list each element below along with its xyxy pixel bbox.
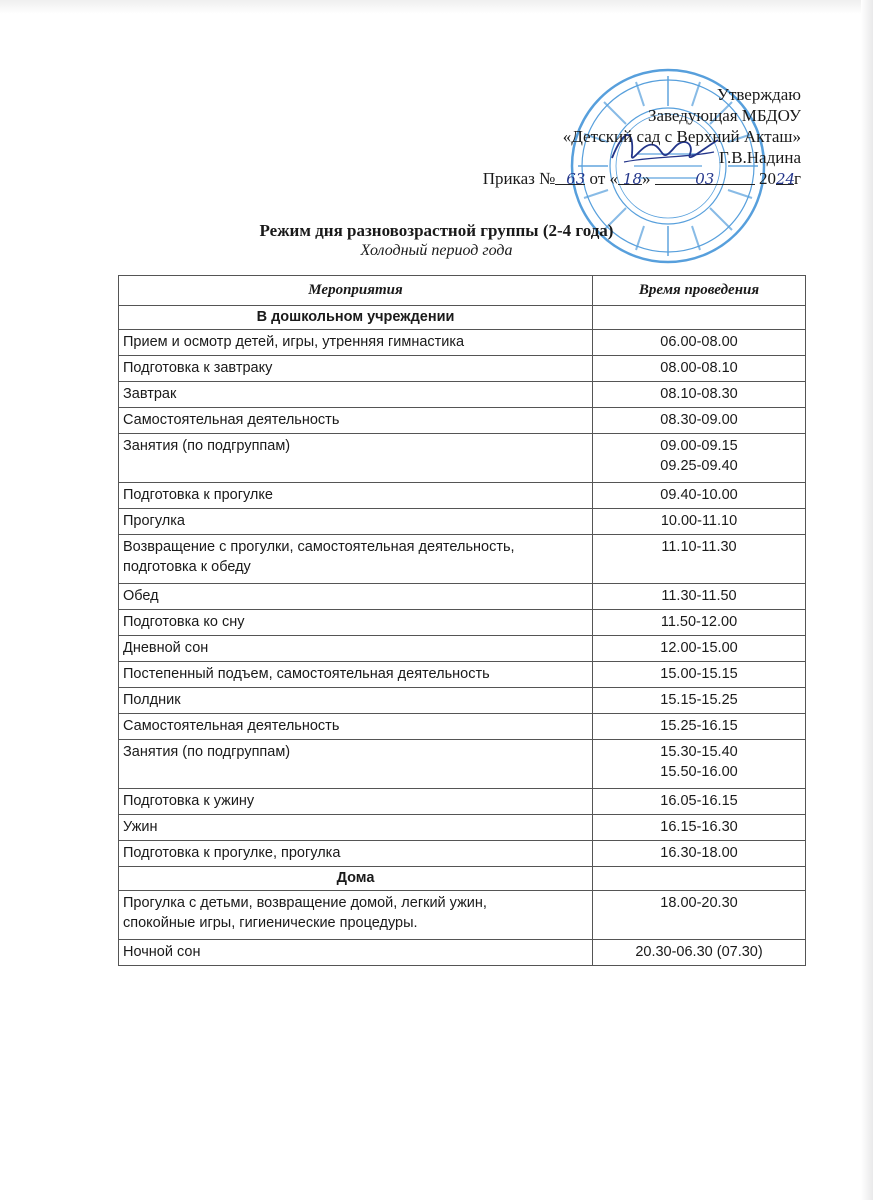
table-row: [119, 688, 806, 714]
approval-block: [483, 84, 801, 189]
activity-cell: [119, 535, 593, 584]
table-row: [119, 382, 806, 408]
activity-cell: Самостоятельная деятельность: [119, 408, 593, 434]
activity-cell: Ночной сон: [119, 940, 593, 966]
time-cell: 11.10-11.30: [593, 535, 806, 584]
table-row: [119, 434, 806, 483]
document-subtitle: Холодный период года: [360, 242, 513, 259]
time-cell: 11.50-12.00: [593, 610, 806, 636]
activity-cell: Постепенный подъем, самостоятельная деятельность: [119, 662, 593, 688]
activity-cell: Подготовка к прогулке, прогулка: [119, 841, 593, 867]
time-cell: 20.30-06.30 (07.30): [593, 940, 806, 966]
time-line: 09.25-09.40: [660, 458, 738, 474]
document-heading: [0, 221, 873, 261]
activity-line: Возвращение с прогулки, самостоятельная деятельность,: [123, 539, 515, 555]
section-row-kindergarten: [119, 306, 806, 330]
time-cell: 15.15-15.25: [593, 688, 806, 714]
table-row: [119, 789, 806, 815]
activity-cell: Подготовка ко сну: [119, 610, 593, 636]
order-from: от «: [589, 169, 619, 188]
time-cell: 08.30-09.00: [593, 408, 806, 434]
activity-cell: Подготовка к ужину: [119, 789, 593, 815]
order-year-prefix: 20: [759, 169, 777, 188]
order-month: 03: [695, 170, 715, 188]
time-cell: 16.30-18.00: [593, 841, 806, 867]
activity-cell: Подготовка к прогулке: [119, 483, 593, 509]
order-number: 63: [566, 170, 586, 188]
activity-cell: Полдник: [119, 688, 593, 714]
activity-cell: Занятия (по подгруппам): [119, 434, 593, 483]
time-cell: 08.10-08.30: [593, 382, 806, 408]
activity-line: спокойные игры, гигиенические процедуры.: [123, 915, 418, 931]
section-row-home: [119, 867, 806, 891]
scan-top-shadow: [0, 0, 873, 14]
document-title: Режим дня разновозрастной группы (2-4 года): [259, 221, 614, 240]
order-line: [483, 168, 801, 189]
table-row: [119, 714, 806, 740]
activity-cell: Прогулка: [119, 509, 593, 535]
time-cell: 18.00-20.30: [593, 891, 806, 940]
table-row: [119, 662, 806, 688]
order-number-blank: [555, 168, 586, 188]
table-row: [119, 509, 806, 535]
table-row: [119, 535, 806, 584]
time-cell: 15.00-15.15: [593, 662, 806, 688]
table-row: [119, 483, 806, 509]
table-row: [119, 408, 806, 434]
activity-cell: Завтрак: [119, 382, 593, 408]
approval-line-approve: Утверждаю: [716, 85, 801, 104]
order-month-blank: [655, 168, 755, 188]
time-cell: 11.30-11.50: [593, 584, 806, 610]
table-row: [119, 610, 806, 636]
order-day-blank: [618, 168, 643, 188]
table-row: [119, 940, 806, 966]
activity-cell: Прием и осмотр детей, игры, утренняя гимнастика: [119, 330, 593, 356]
activity-cell: Подготовка к завтраку: [119, 356, 593, 382]
time-cell: 16.15-16.30: [593, 815, 806, 841]
scan-right-edge: [861, 0, 873, 1200]
activity-line: подготовка к обеду: [123, 559, 251, 575]
section-title: В дошкольном учреждении: [119, 306, 593, 330]
table-row: [119, 330, 806, 356]
table-row: [119, 584, 806, 610]
activity-cell: Дневной сон: [119, 636, 593, 662]
table-row: [119, 841, 806, 867]
order-close: »: [642, 169, 651, 188]
time-cell: 10.00-11.10: [593, 509, 806, 535]
time-cell: 08.00-08.10: [593, 356, 806, 382]
order-suffix: г: [794, 169, 801, 188]
order-year-blank: [776, 168, 796, 188]
schedule-table: [118, 275, 806, 966]
time-cell: 09.40-10.00: [593, 483, 806, 509]
time-line: 15.50-16.00: [660, 764, 738, 780]
order-day: 18: [622, 170, 643, 188]
table-row: [119, 636, 806, 662]
table-header-row: [119, 276, 806, 306]
time-cell: 15.25-16.15: [593, 714, 806, 740]
activity-cell: Обед: [119, 584, 593, 610]
time-line: 15.30-15.40: [660, 744, 738, 760]
table-row: [119, 815, 806, 841]
order-prefix: Приказ №: [482, 169, 556, 188]
activity-cell: [119, 891, 593, 940]
activity-line: Прогулка с детьми, возвращение домой, легкий ужин,: [123, 895, 487, 911]
table-row: [119, 356, 806, 382]
approval-line-position: Заведующая МБДОУ: [647, 106, 801, 125]
time-cell: 12.00-15.00: [593, 636, 806, 662]
activity-cell: Самостоятельная деятельность: [119, 714, 593, 740]
approval-line-organization: «Детский сад с Верхний Акташ»: [562, 127, 801, 146]
order-year: 24: [776, 170, 796, 188]
time-cell: [593, 740, 806, 789]
header-time: Время проведения: [593, 276, 806, 306]
header-activity: Мероприятия: [119, 276, 593, 306]
time-cell: 16.05-16.15: [593, 789, 806, 815]
section-title: Дома: [119, 867, 593, 891]
table-row: [119, 740, 806, 789]
time-line: 09.00-09.15: [660, 438, 738, 454]
activity-cell: Занятия (по подгруппам): [119, 740, 593, 789]
table-row: [119, 891, 806, 940]
activity-cell: Ужин: [119, 815, 593, 841]
time-cell: [593, 434, 806, 483]
time-cell: 06.00-08.00: [593, 330, 806, 356]
approval-line-name: Г.В.Надина: [719, 148, 801, 167]
